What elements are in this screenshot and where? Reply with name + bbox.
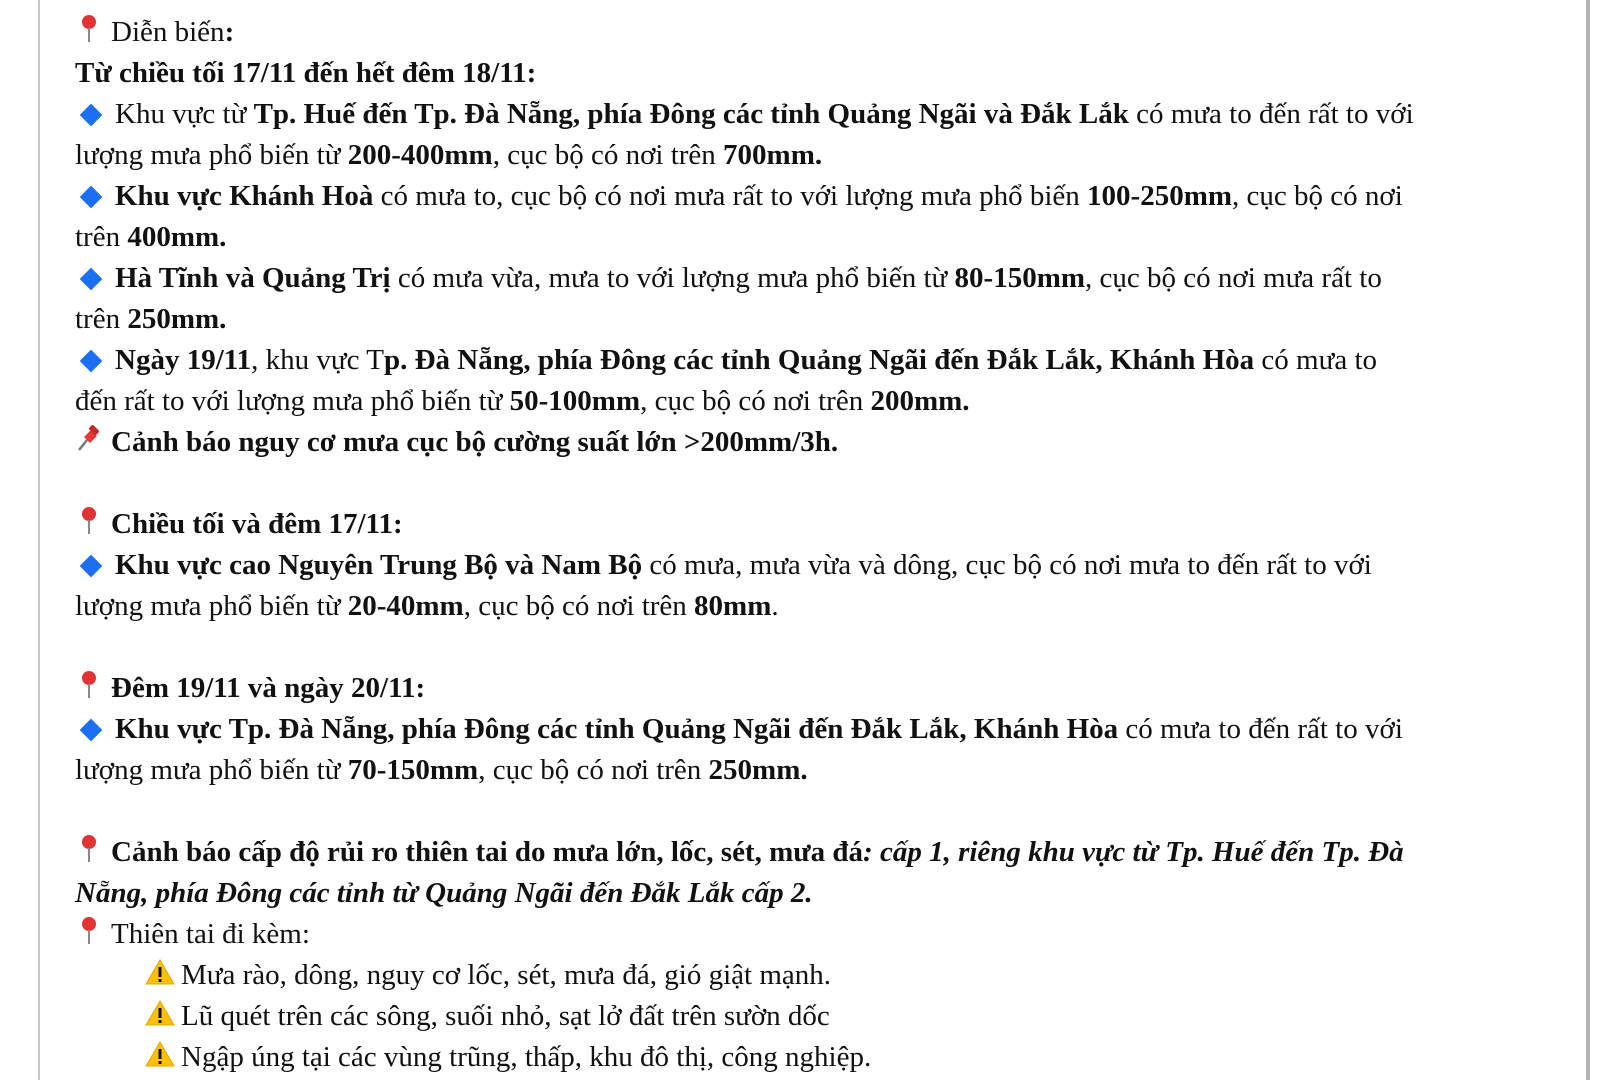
text-run: Nẵng, phía Đông các tỉnh từ Quảng Ngãi đến Đắk Lắk cấp 2.	[75, 877, 813, 909]
text-run: đến rất to với lượng mưa phổ biến từ	[75, 385, 510, 417]
text-run: Khu vực Tp. Đà Nẵng, phía Đông các tỉnh Quảng Ngãi đến Đắk Lắk, Khánh Hòa	[115, 713, 1119, 745]
text-run: , cục bộ có nơi trên	[492, 139, 724, 171]
text-line	[75, 176, 1547, 217]
warning-icon	[145, 998, 175, 1026]
text-line	[75, 340, 1547, 381]
text-line	[75, 873, 1547, 914]
text-run: Lũ quét trên các sông, suối nhỏ, sạt lở đất trên sườn dốc	[181, 1000, 830, 1032]
warning-icon	[145, 1039, 175, 1067]
text-run: 250mm.	[708, 754, 808, 786]
warning-icon	[145, 957, 175, 985]
text-run: 700mm.	[723, 139, 823, 171]
text-line	[75, 12, 1547, 53]
text-run: 80mm	[694, 590, 772, 622]
text-run	[863, 836, 1404, 868]
text-run: .	[771, 590, 779, 622]
pushpin-icon	[79, 13, 99, 43]
text-run: trên	[75, 221, 128, 253]
text-run: Đêm 19/11 và ngày 20/11:	[111, 672, 426, 704]
pushpin-icon	[79, 505, 99, 535]
document-body	[75, 12, 1547, 1078]
text-run: Chiều tối và đêm 17/11:	[111, 508, 403, 540]
text-line	[75, 422, 1547, 463]
blue-diamond-icon	[81, 105, 101, 125]
text-run: Tp. Huế đến Tp. Đà Nẵng, phía Đông các tỉnh Quảng Ngãi và Đắk Lắk	[253, 98, 1129, 130]
text-run: Cảnh báo cấp độ rủi ro thiên tai do mưa lớn, lốc, sét, mưa đá	[111, 836, 864, 868]
text-run: Ngày 19/11	[115, 344, 252, 376]
text-line	[75, 832, 1547, 873]
text-run: Hà Tĩnh và Quảng Trị	[115, 262, 391, 294]
text-run: , cục bộ có nơi mưa rất to	[1085, 262, 1382, 294]
text-run: Ngập úng tại các vùng trũng, thấp, khu đô thị, công nghiệp.	[181, 1041, 872, 1073]
text-run: :	[224, 16, 235, 48]
pushpin-icon	[79, 669, 99, 699]
text-run: 200-400mm	[347, 139, 493, 171]
text-line	[75, 135, 1547, 176]
blank-line	[75, 627, 1547, 668]
text-line	[75, 299, 1547, 340]
blue-diamond-icon	[81, 269, 101, 289]
text-run: , cục bộ có nơi trên	[478, 754, 709, 786]
text-run: có mưa to đến rất to với	[1128, 98, 1414, 130]
text-line	[75, 709, 1547, 750]
text-run: có mưa, mưa vừa và dông, cục bộ có nơi mưa to đến rất to với	[642, 549, 1372, 581]
text-run: , cục bộ có nơi trên	[640, 385, 871, 417]
text-run: 200mm.	[870, 385, 970, 417]
blue-diamond-icon	[81, 720, 101, 740]
text-run: 250mm.	[127, 303, 227, 335]
text-run: 400mm.	[127, 221, 227, 253]
text-run: 70-150mm	[347, 754, 479, 786]
text-run: Mưa rào, dông, nguy cơ lốc, sét, mưa đá, gió giật mạnh.	[181, 959, 831, 991]
text-run: Khu vực từ	[115, 98, 254, 130]
blue-diamond-icon	[81, 351, 101, 371]
text-run: Cảnh báo nguy cơ mưa cục bộ cường suất lớn >200mm/3h.	[111, 426, 839, 458]
text-run: , khu vực T	[251, 344, 384, 376]
text-line	[75, 94, 1547, 135]
text-line	[75, 668, 1547, 709]
text-run: có mưa to đến rất to với	[1118, 713, 1403, 745]
blank-line	[75, 791, 1547, 832]
blue-diamond-icon	[81, 556, 101, 576]
blue-diamond-icon	[81, 187, 101, 207]
text-line	[75, 217, 1547, 258]
text-run: Thiên tai đi kèm:	[111, 918, 310, 950]
text-run: có mưa to	[1254, 344, 1377, 376]
text-run: 100-250mm	[1087, 180, 1233, 212]
text-line	[75, 1037, 1547, 1078]
text-run: Từ chiều tối 17/11 đến hết đêm 18/11:	[75, 57, 537, 89]
text-line	[75, 381, 1547, 422]
text-run: , cục bộ có nơi trên	[463, 590, 695, 622]
text-run: Diễn biến	[111, 16, 225, 48]
text-run: : cấp 1, riêng khu vực từ Tp. Huế đến Tp. Đà	[863, 836, 1404, 868]
text-line	[75, 545, 1547, 586]
text-run: Khu vực cao Nguyên Trung Bộ và Nam Bộ	[115, 549, 643, 581]
text-run: , cục bộ có nơi	[1232, 180, 1403, 212]
text-line	[75, 750, 1547, 791]
blank-line	[75, 463, 1547, 504]
scrollbar-track[interactable]	[1586, 0, 1590, 1080]
text-run: 50-100mm	[509, 385, 641, 417]
text-line	[75, 53, 1547, 94]
text-line	[75, 996, 1547, 1037]
page-left-edge	[38, 0, 40, 1080]
text-run: Khu vực Khánh Hoà	[115, 180, 374, 212]
text-run: p. Đà Nẵng, phía Đông các tỉnh Quảng Ngãi đến Đắk Lắk, Khánh Hòa	[383, 344, 1255, 376]
text-line	[75, 504, 1547, 545]
text-run	[75, 877, 813, 909]
text-run: lượng mưa phổ biến từ	[75, 139, 348, 171]
text-run: có mưa vừa, mưa to với lượng mưa phổ biến từ	[390, 262, 955, 294]
text-line	[75, 914, 1547, 955]
text-run: lượng mưa phổ biến từ	[75, 754, 348, 786]
text-line	[75, 258, 1547, 299]
text-run: 20-40mm	[347, 590, 464, 622]
thumbtack-icon	[75, 424, 101, 452]
text-run: lượng mưa phổ biến từ	[75, 590, 348, 622]
text-run: có mưa to, cục bộ có nơi mưa rất to với lượng mưa phổ biến	[373, 180, 1088, 212]
text-run: trên	[75, 303, 128, 335]
text-line	[75, 955, 1547, 996]
pushpin-icon	[79, 915, 99, 945]
text-run: 80-150mm	[954, 262, 1086, 294]
text-line	[75, 586, 1547, 627]
pushpin-icon	[79, 833, 99, 863]
